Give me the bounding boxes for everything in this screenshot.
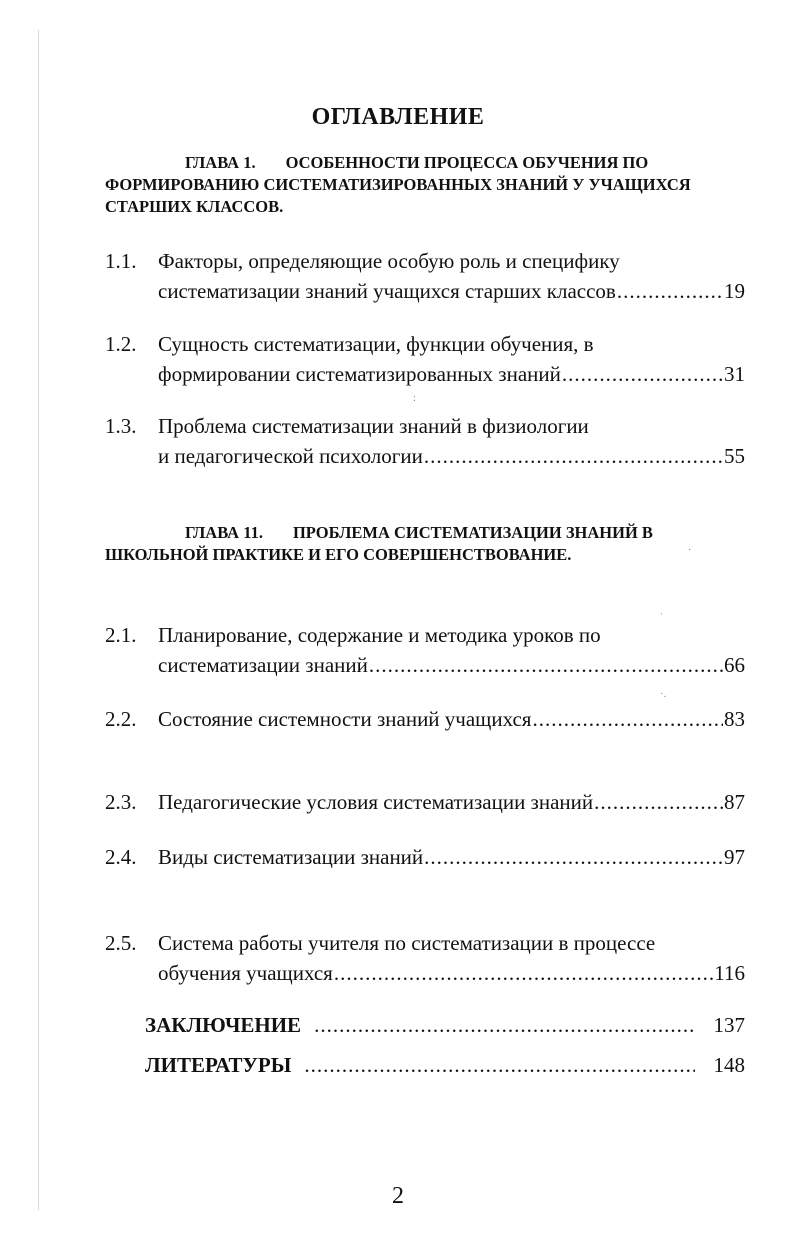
section-number: 2.5. bbox=[105, 931, 137, 955]
conclusion-label: ЗАКЛЮЧЕНИЕ bbox=[145, 1013, 302, 1037]
page-number: 2 bbox=[392, 1183, 404, 1209]
chapter-2-title: ПРОБЛЕМА СИСТЕМАТИЗАЦИИ ЗНАНИЙ В ШКОЛЬНОЙ ПРАКТИКЕ И ЕГО СОВЕРШЕНСТВОВАНИЕ. bbox=[105, 523, 653, 564]
chapter-2-heading bbox=[105, 522, 725, 566]
section-title-line1: Факторы, определяющие особую роль и специфику bbox=[158, 249, 620, 273]
toc-item-1-3[interactable] bbox=[105, 411, 745, 471]
leader-dots bbox=[532, 704, 723, 734]
section-number: 1.1. bbox=[105, 249, 137, 273]
leader-dots bbox=[369, 650, 723, 680]
chapter-1-number: ГЛАВА 1. bbox=[185, 153, 256, 172]
section-title-line2: формировании систематизированных знаний bbox=[158, 362, 561, 386]
toc-item-1-1[interactable] bbox=[105, 246, 745, 306]
toc-literature[interactable] bbox=[145, 1050, 745, 1080]
chapter-1-heading bbox=[105, 152, 725, 218]
leader-dots bbox=[304, 1050, 694, 1080]
toc-item-1-2[interactable] bbox=[105, 329, 745, 389]
section-title-line2: и педагогической психологии bbox=[158, 444, 423, 468]
leader-dots bbox=[314, 1010, 694, 1040]
section-number: 1.3. bbox=[105, 414, 137, 438]
toc-item-2-1[interactable] bbox=[105, 620, 745, 680]
section-title-line2: систематизации знаний учащихся старших классов bbox=[158, 279, 616, 303]
leader-dots bbox=[594, 787, 723, 817]
section-title: Состояние системности знаний учащихся bbox=[158, 707, 532, 731]
page-title: ОГЛАВЛЕНИЕ bbox=[311, 104, 485, 130]
leader-dots bbox=[617, 276, 723, 306]
scan-speck: ˙· bbox=[660, 692, 667, 703]
section-page: 31 bbox=[724, 362, 745, 386]
leader-dots bbox=[424, 842, 723, 872]
scan-speck: : bbox=[413, 393, 416, 404]
leader-dots bbox=[562, 359, 723, 389]
section-number: 2.1. bbox=[105, 623, 137, 647]
section-number: 2.3. bbox=[105, 790, 137, 814]
toc-item-2-2[interactable] bbox=[105, 704, 745, 734]
section-title-line2: систематизации знаний bbox=[158, 653, 368, 677]
section-title-line1: Планирование, содержание и методика уроков по bbox=[158, 623, 601, 647]
section-page: 116 bbox=[714, 961, 745, 985]
section-title-line1: Сущность систематизации, функции обучения, в bbox=[158, 332, 594, 356]
section-title: Виды систематизации знаний bbox=[158, 845, 424, 869]
chapter-1-title: ОСОБЕННОСТИ ПРОЦЕССА ОБУЧЕНИЯ ПО ФОРМИРОВАНИЮ СИСТЕМАТИЗИРОВАННЫХ ЗНАНИЙ У УЧАЩИХСЯ СТАРШИХ КЛАССОВ. bbox=[105, 153, 691, 216]
toc-item-2-3[interactable] bbox=[105, 787, 745, 817]
section-title-line1: Система работы учителя по систематизации в процессе bbox=[158, 931, 656, 955]
toc-conclusion[interactable] bbox=[145, 1010, 745, 1040]
leader-dots bbox=[424, 441, 723, 471]
section-title: Педагогические условия систематизации знаний bbox=[158, 790, 594, 814]
section-number: 2.2. bbox=[105, 707, 137, 731]
section-page: 66 bbox=[724, 653, 745, 677]
section-page: 87 bbox=[724, 790, 745, 814]
toc-item-2-5[interactable] bbox=[105, 928, 745, 988]
section-number: 2.4. bbox=[105, 845, 137, 869]
section-title-line2: обучения учащихся bbox=[158, 961, 333, 985]
section-page: 83 bbox=[724, 707, 745, 731]
leader-dots bbox=[334, 958, 713, 988]
section-page: 97 bbox=[724, 845, 745, 869]
scan-speck: ˈ bbox=[660, 612, 664, 623]
conclusion-page: 137 bbox=[713, 1013, 745, 1037]
section-title-line1: Проблема систематизации знаний в физиологии bbox=[158, 414, 589, 438]
scan-speck: · bbox=[688, 545, 692, 556]
literature-page: 148 bbox=[713, 1053, 745, 1077]
chapter-2-number: ГЛАВА 11. bbox=[185, 523, 263, 542]
section-number: 1.2. bbox=[105, 332, 137, 356]
toc-item-2-4[interactable] bbox=[105, 842, 745, 872]
section-page: 55 bbox=[724, 444, 745, 468]
page-edge-line bbox=[38, 30, 39, 1210]
literature-label: ЛИТЕРАТУРЫ bbox=[145, 1053, 292, 1077]
section-page: 19 bbox=[724, 279, 745, 303]
